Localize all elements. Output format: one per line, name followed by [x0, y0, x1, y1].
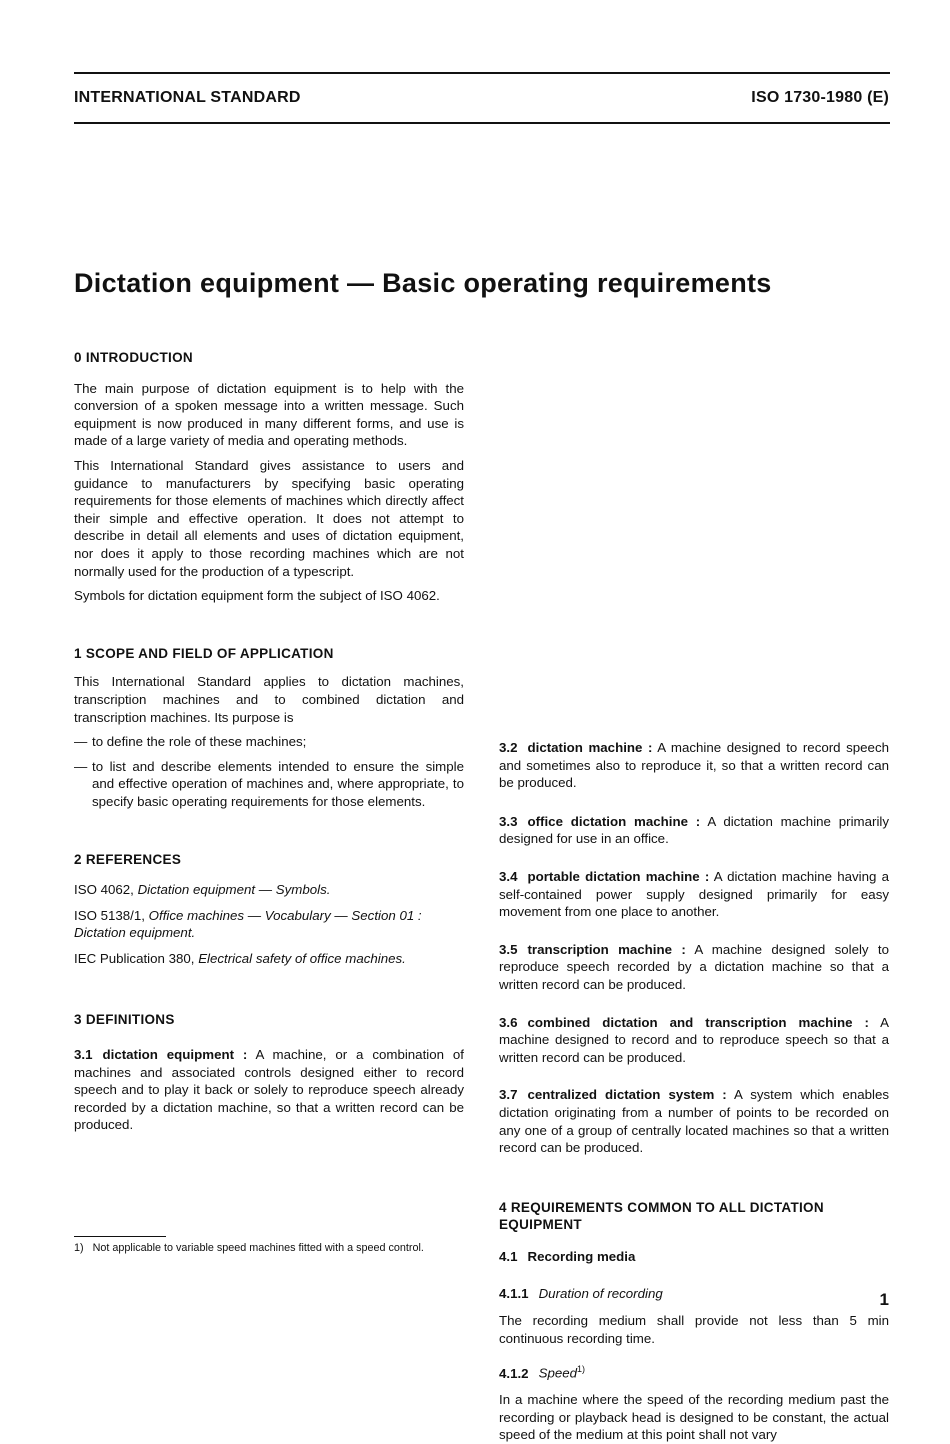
reference-2-number: ISO 5138/1,: [74, 907, 149, 923]
reference-3-title: Electrical safety of office machines.: [198, 950, 406, 966]
definition-3-4: [499, 868, 889, 921]
definitions-heading: 3 DEFINITIONS: [74, 1012, 175, 1028]
section-4-1-1-heading: [499, 1285, 889, 1303]
reference-1-number: ISO 4062,: [74, 882, 138, 898]
scope-list-item-2-text: to list and describe elements intended to ensure the simple and effective operation of machines and, where appropriate, to specify basic operating requirements for those elements.: [92, 758, 464, 809]
definition-term: transcription machine :: [527, 941, 686, 957]
definition-text: A machine designed to record and to reproduce speech so that a written record can be produced.: [499, 1014, 889, 1065]
footnote-mark: 1): [74, 1242, 84, 1254]
left-column: [74, 349, 464, 1134]
definition-number: 3.7: [499, 1087, 518, 1103]
definition-text: A dictation machine primarily designed for use in an office.: [499, 813, 890, 847]
header-standard-number: ISO 1730-1980 (E): [751, 89, 889, 106]
definition-number: 3.3: [499, 813, 518, 829]
section-title: Speed: [538, 1365, 578, 1381]
definition-3-6: [499, 1014, 889, 1067]
intro-heading: 0 INTRODUCTION: [74, 350, 193, 365]
section-title: Recording media: [527, 1248, 636, 1264]
definition-3-2: [499, 739, 889, 792]
requirements-heading: 4 REQUIREMENTS COMMON TO ALL DICTATION EQUIPMENT: [499, 1199, 824, 1233]
definition-number: 3.4: [499, 868, 518, 884]
footnote-text: Not applicable to variable speed machines fitted with a speed control.: [92, 1242, 424, 1254]
section-4-1-2-heading: [499, 1361, 889, 1382]
header-top-rule: [74, 72, 890, 74]
scope-list-item-2: [74, 758, 464, 811]
list-dash: —: [74, 734, 88, 750]
definition-term: dictation equipment :: [102, 1047, 248, 1063]
section-number: 4.1.2: [499, 1365, 529, 1381]
footnote-reference: 1): [577, 1364, 586, 1375]
right-column: [499, 349, 889, 1444]
scope-list-item-1: [74, 733, 464, 751]
definition-term: dictation machine :: [527, 740, 653, 755]
scope-list-item-1-text: to define the role of these machines;: [92, 734, 307, 750]
definition-number: 3.1: [74, 1047, 93, 1063]
definition-3-7: [499, 1086, 889, 1156]
header-bottom-rule: [74, 122, 890, 124]
definition-number: 3.6: [499, 1014, 518, 1030]
section-number: 4.1: [499, 1248, 518, 1264]
reference-item-3: [74, 950, 464, 968]
definition-3-3: [499, 813, 889, 848]
list-dash: —: [74, 758, 88, 774]
scope-heading: 1 SCOPE AND FIELD OF APPLICATION: [74, 645, 334, 661]
definition-number: 3.5: [499, 941, 518, 957]
header-standard-type: INTERNATIONAL STANDARD: [74, 89, 301, 106]
section-4-1-1-text: The recording medium shall provide not less than 5 min continuous recording time.: [499, 1313, 889, 1346]
definition-text: A system which enables dictation originating from a number of points to be recorded on any one of a group of centrally located machines so that a written record can be produced.: [499, 1087, 889, 1156]
definition-text: A machine designed solely to reproduce speech recorded by a dictation machine so that a written record can be produced.: [499, 941, 889, 992]
document-title: Dictation equipment — Basic operating requirements: [74, 268, 772, 298]
definition-text: A machine, or a combination of machines and associated controls designed either to record speech and to play it back or solely to reproduce speech already recorded by a dictation machine, so that a written record can be produced.: [74, 1047, 464, 1133]
intro-paragraph-3: Symbols for dictation equipment form the subject of ISO 4062.: [74, 588, 440, 604]
section-4-1-heading: [499, 1248, 889, 1266]
reference-1-title: Dictation equipment — Symbols.: [137, 882, 331, 898]
section-title: Duration of recording: [538, 1286, 663, 1302]
intro-paragraph-2: This International Standard gives assistance to users and guidance to manufacturers by specifying basic operating requirements for those elements of machines which directly affect their simple and effective operation. It does not attempt to describe in detail all elements and uses of dictation equipment, nor does it apply to those recording machines which are not normally used for the production of a typescript.: [74, 457, 464, 579]
reference-3-number: IEC Publication 380,: [74, 950, 199, 966]
reference-2-title: Office machines — Vocabulary — Section 01 : Dictation equipment.: [74, 907, 422, 941]
page-number: 1: [879, 1290, 889, 1309]
footnote: [74, 1242, 424, 1254]
definition-term: office dictation machine :: [527, 813, 701, 829]
definition-3-1: [74, 1046, 464, 1134]
scope-paragraph: This International Standard applies to dictation machines, transcription machines and to combined dictation and transcription machines. Its purpose is: [74, 674, 464, 725]
section-4-1-2-text: In a machine where the speed of the recording medium past the recording or playback head is designed to be constant, the actual speed of the medium at this point shall not vary: [499, 1392, 889, 1443]
definition-number: 3.2: [499, 740, 518, 755]
definition-term: centralized dictation system :: [527, 1087, 727, 1103]
definition-term: combined dictation and transcription machine :: [527, 1014, 869, 1030]
definition-text: A machine designed to record speech and sometimes also to reproduce it, so that a written record can be produced.: [499, 740, 889, 791]
intro-paragraph-1: The main purpose of dictation equipment is to help with the conversion of a spoken message into a written message. Such equipment is now produced in many different forms, and use is made of a large variety of media and operating methods.: [74, 380, 464, 449]
definition-term: portable dictation machine :: [527, 868, 710, 884]
reference-item-1: [74, 881, 464, 899]
footnote-rule: [74, 1236, 166, 1237]
definition-text: A dictation machine having a self-contained power supply designed primarily for easy movement from one place to another.: [499, 868, 889, 920]
reference-item-2: [74, 907, 464, 942]
section-number: 4.1.1: [499, 1286, 529, 1302]
definition-3-5: [499, 941, 889, 994]
references-heading: 2 REFERENCES: [74, 852, 182, 868]
